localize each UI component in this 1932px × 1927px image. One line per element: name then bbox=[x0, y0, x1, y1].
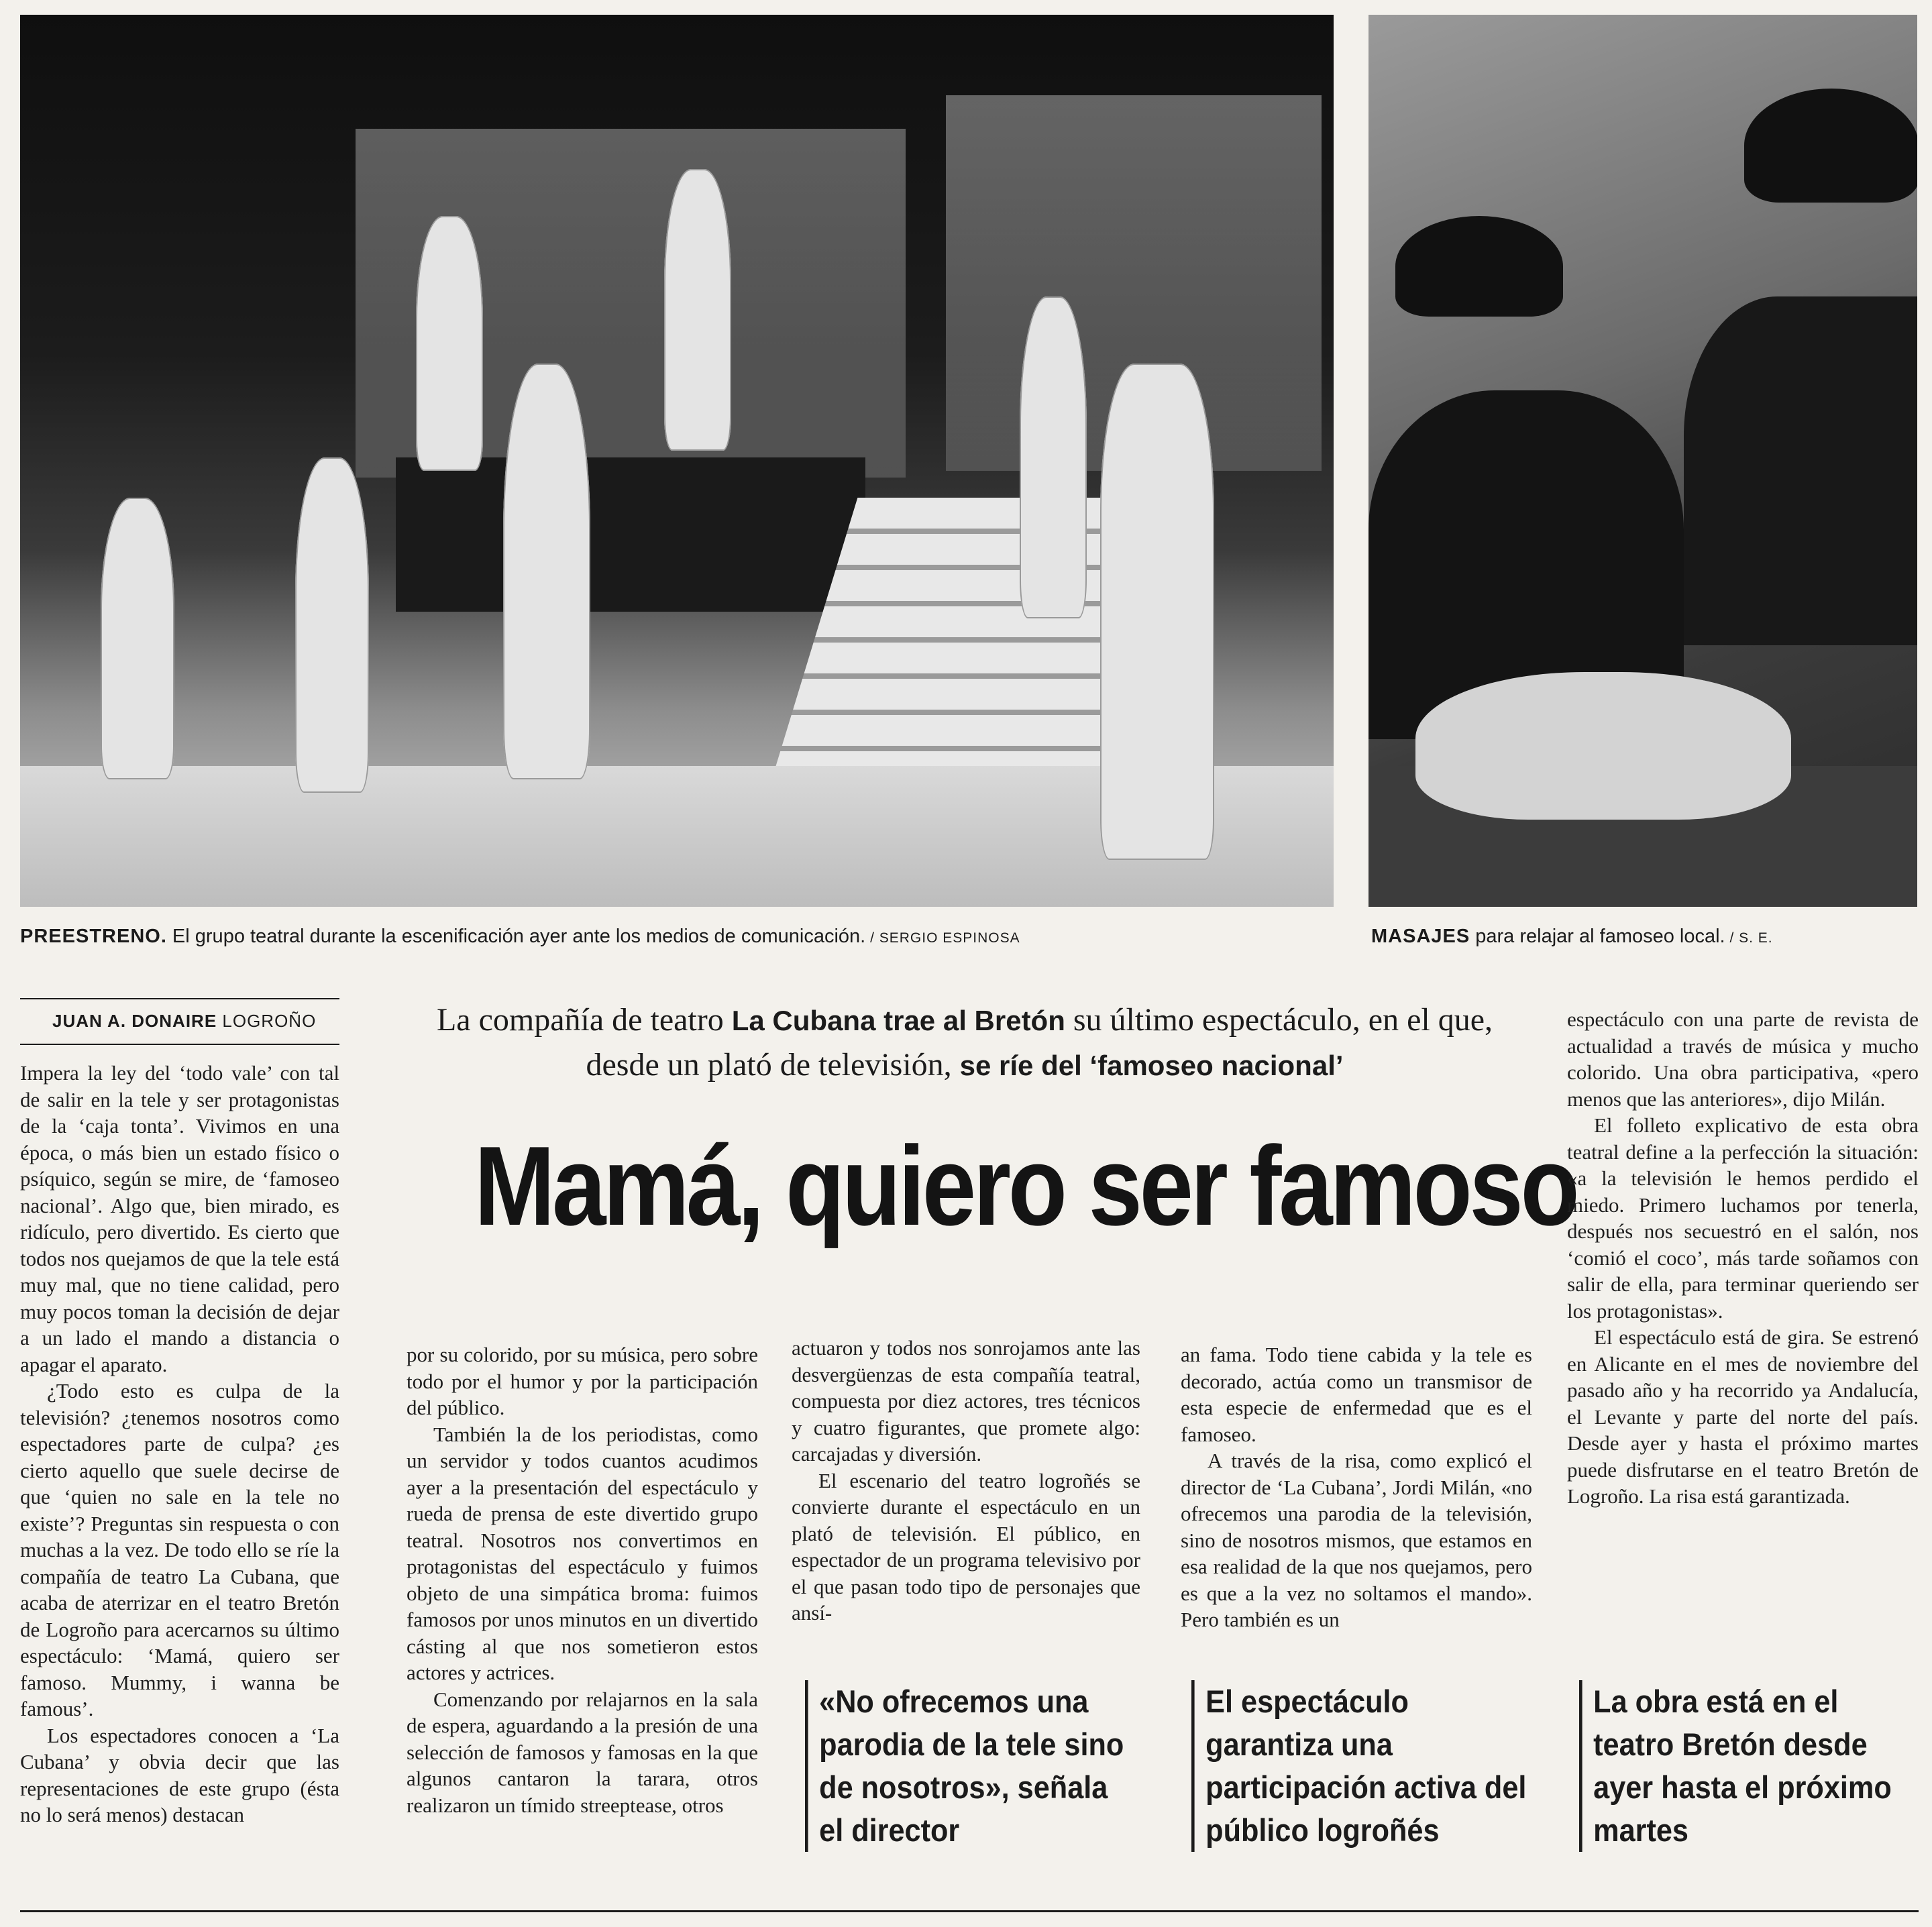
stage-photo bbox=[20, 15, 1334, 907]
paragraph: Impera la ley del ‘todo vale’ con tal de salir en la tele y ser protagonistas de la ‘caja tonta’. Vivimos en una época, o más bien un estado físico o psíquico, según se mire, de ‘famoseo nacional’. Algo que, bien mirado, es ridículo, pero divertido. Es cierto que todos nos quejamos de que la tele está muy mal, que no tiene calidad, pero muy pocos toman la decisión de dejar a un lado el mando a distancia o apagar el aparato. bbox=[20, 1061, 339, 1376]
kicker-bold: La Cubana trae al Bretón bbox=[731, 1005, 1065, 1036]
kicker-text: La compañía de teatro bbox=[436, 1002, 732, 1038]
dancer-figure bbox=[503, 364, 590, 779]
stage-platform bbox=[396, 457, 865, 612]
body-column-2 bbox=[407, 1341, 758, 1818]
presenter-figure bbox=[1100, 364, 1214, 860]
caption-text: El grupo teatral durante la escenificación ayer ante los medios de comunicación. bbox=[166, 926, 866, 947]
dancer-figure bbox=[295, 457, 369, 793]
lying-person bbox=[1415, 672, 1791, 820]
pull-quote-director: «No ofrecemos una parodia de la tele sino de nosotros», señala el director bbox=[805, 1680, 1134, 1852]
paragraph: También la de los periodistas, como un servidor y todos cuantos acudimos ayer a la presentación del espectáculo y rueda de prensa de este divertido grupo teatral. Nosotros nos convertimos en protagonistas del espectáculo y fuimos objeto de una simpática broma: fuimos famosos por unos minutos en un divertido cásting al que nos sometieron estos actores y actrices. bbox=[407, 1422, 758, 1684]
body-column-3 bbox=[792, 1335, 1140, 1627]
performer-shirt-right bbox=[1684, 296, 1917, 645]
byline-author: JUAN A. DONAIRE bbox=[52, 1011, 217, 1031]
paragraph: espectáculo con una parte de revista de actualidad a través de música y mucho colorido. Una obra participativa, «pero menos que las anteriores», dijo Milán. bbox=[1567, 1007, 1919, 1111]
dancer-figure bbox=[416, 216, 483, 471]
kicker-bold: se ríe del ‘famoseo nacional’ bbox=[959, 1050, 1344, 1081]
pull-quote-participation: El espectáculo garantiza una participación activa del público logroñés bbox=[1191, 1680, 1527, 1852]
paragraph: an fama. Todo tiene cabida y la tele es decorado, actúa como un transmisor de esta especie de enfermedad que es el famoseo. bbox=[1181, 1343, 1532, 1446]
photo-credit: / SERGIO ESPINOSA bbox=[865, 930, 1020, 946]
paragraph: El escenario del teatro logroñés se convierte durante el espectáculo en un plató de televisión. El público, en espectador de un programa televisivo por el que pasan todo tipo de personajes que ansí- bbox=[792, 1468, 1140, 1625]
performer-cap-right bbox=[1744, 89, 1917, 203]
dancer-figure bbox=[1020, 296, 1087, 618]
paragraph: El folleto explicativo de esta obra teatral define a la perfección la situación: «a la televisión le hemos perdido el miedo. Primero luchamos por tenerla, después nos secuestró en el salón, nos ‘comió el coco’, más tarde soñamos con salir de ella, para terminar queriendo ser los protagonistas». bbox=[1567, 1113, 1919, 1323]
byline bbox=[52, 1011, 316, 1032]
dancer-figure bbox=[664, 169, 731, 451]
photo-credit: / S. E. bbox=[1725, 930, 1773, 946]
paragraph: ¿Todo esto es culpa de la televisión? ¿tenemos nosotros como espectadores parte de culpa? ¿es cierto aquello que suele decirse de que ‘quien no sale en la tele no existe’? Preguntas sin respuesta o con muchas a la vez. De todo ello se ríe la compañía de teatro La Cubana, que acaba de aterrizar en el teatro Bretón de Logroño para acercarnos su último espectáculo: ‘Mamá, quiero ser famoso. Mummy, i wanna be famous’. bbox=[20, 1379, 339, 1720]
body-column-4 bbox=[1181, 1341, 1532, 1633]
performer-cap-left bbox=[1395, 216, 1563, 317]
byline-place: LOGROÑO bbox=[217, 1011, 317, 1031]
paragraph: Los espectadores conocen a ‘La Cubana’ y obvia decir que las representaciones de este grupo (ésta no lo será menos) destacan bbox=[20, 1723, 339, 1826]
pull-quote-schedule: La obra está en el teatro Bretón desde ayer hasta el próximo martes bbox=[1579, 1680, 1908, 1852]
body-column-1 bbox=[20, 1060, 339, 1828]
byline-rule-bottom bbox=[20, 1044, 339, 1045]
caption-text: para relajar al famoseo local. bbox=[1470, 926, 1725, 947]
dancer-figure bbox=[101, 498, 174, 779]
kicker-subheadline bbox=[401, 998, 1528, 1088]
byline-rule-top bbox=[20, 998, 339, 999]
massage-photo bbox=[1368, 15, 1917, 907]
paragraph: El espectáculo está de gira. Se estrenó en Alicante en el mes de noviembre del pasado año y ha recorrido ya Andalucía, el Levante y parte del norte del país. Desde ayer y hasta el próximo martes puede disfrutarse en el teatro Bretón de Logroño. La risa está garantizada. bbox=[1567, 1325, 1919, 1508]
paragraph: A través de la risa, como explicó el director de ‘La Cubana’, Jordi Milán, «no ofrecemos una parodia de la televisión, sino de nosotros mismos, que estamos en esa realidad de la que nos quejamos, pero es que a la vez no soltamos el mando». Pero también es un bbox=[1181, 1449, 1532, 1631]
headline: Mamá, quiero ser famoso bbox=[474, 1123, 1577, 1249]
paragraph: Comenzando por relajarnos en la sala de espera, aguardando a la presión de una selección de famosos y famosas en la que algunos cantaron la tarara, otros realizaron un tímido streeptease, otros bbox=[407, 1687, 758, 1817]
caption-lead: PREESTRENO. bbox=[20, 926, 167, 947]
body-column-5 bbox=[1567, 1006, 1919, 1510]
paragraph: actuaron y todos nos sonrojamos ante las desvergüenzas de esta compañía teatral, compuesta por diez actores, tres técnicos y cuatro figurantes, que promete algo: carcajadas y diversión. bbox=[792, 1336, 1140, 1466]
stage-photo-caption bbox=[20, 926, 1020, 948]
massage-photo-caption bbox=[1371, 926, 1773, 948]
kicker-text: su último espectáculo, en el que, desde un plató de televisión, bbox=[586, 1002, 1493, 1083]
paragraph: por su colorido, por su música, pero sobre todo por el humor y por la participación del público. bbox=[407, 1343, 758, 1419]
bottom-rule bbox=[20, 1910, 1919, 1912]
caption-lead: MASAJES bbox=[1371, 926, 1470, 947]
